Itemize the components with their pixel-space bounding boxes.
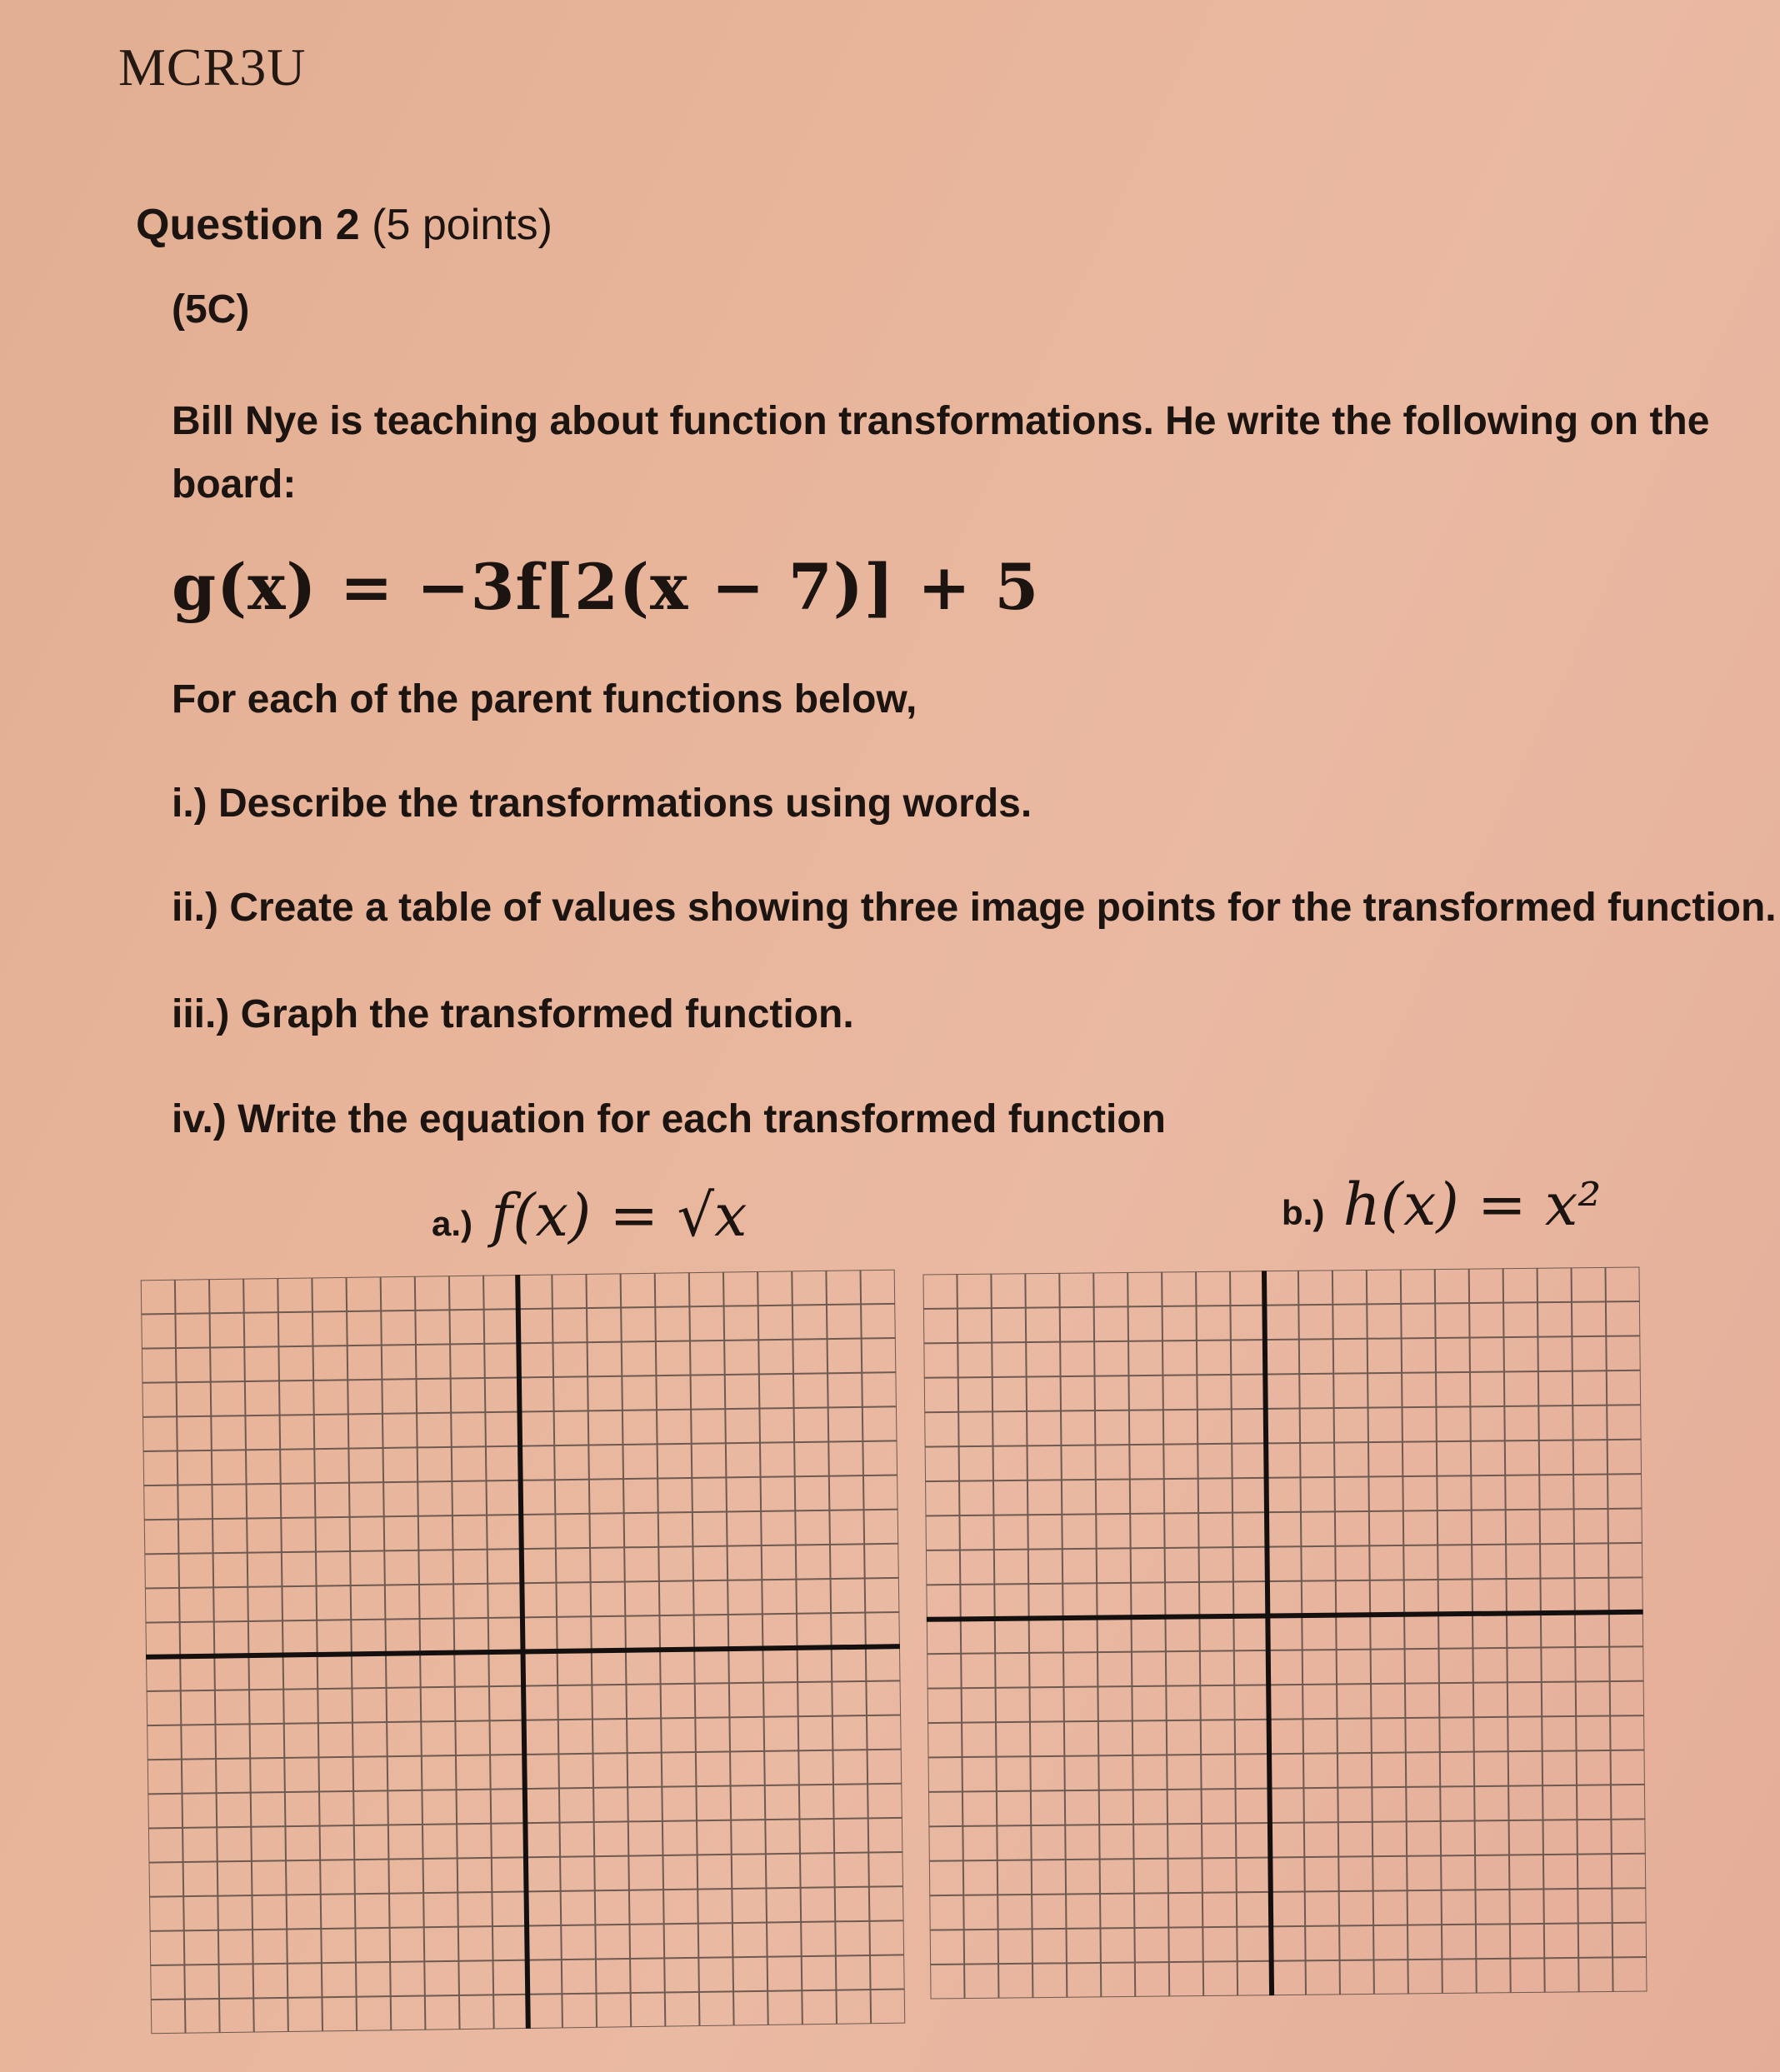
part-b-function: h(x) = x² <box>1342 1171 1602 1239</box>
graph-grid-b[interactable] <box>922 1267 1647 2000</box>
grid-line-vertical <box>1367 1270 1374 1995</box>
grid-line-horizontal <box>926 1509 1642 1516</box>
grid-line-vertical <box>1605 1267 1612 1992</box>
grid-line-horizontal <box>925 1474 1642 1481</box>
question-heading <box>136 200 552 250</box>
grid-line-vertical <box>1538 1268 1545 1993</box>
grid-line-horizontal <box>928 1750 1645 1757</box>
prompt-text: For each of the parent functions below, <box>172 677 918 721</box>
grid-line-horizontal <box>925 1440 1642 1447</box>
grid-line-horizontal <box>926 1543 1642 1550</box>
grid-line-horizontal <box>929 1888 1646 1895</box>
task-iv: iv.) Write the equation for each transformed function <box>172 1097 1166 1141</box>
grid-line-horizontal <box>928 1785 1645 1792</box>
grid-line-vertical <box>1196 1271 1203 1996</box>
grid-line-vertical <box>1162 1272 1169 1997</box>
grid-line-vertical <box>991 1274 998 1999</box>
grid-line-horizontal <box>923 1301 1640 1309</box>
task-i: i.) Describe the transformations using words. <box>172 781 1032 826</box>
part-a-function: f(x) = √x <box>491 1181 748 1250</box>
question-intro: Bill Nye is teaching about function transformations. He write the following on the board: <box>172 399 1710 507</box>
grid-line-horizontal <box>929 1854 1646 1861</box>
grid-line-horizontal <box>931 1991 1648 1999</box>
grid-line-vertical <box>1093 1272 1101 1997</box>
grid-line-horizontal <box>924 1371 1641 1378</box>
grid-line-vertical <box>1298 1271 1306 1995</box>
grid-line-vertical <box>1572 1267 1579 1992</box>
grid-line-vertical <box>1639 1267 1647 1992</box>
grid-line-vertical <box>957 1274 964 1999</box>
grid-line-vertical <box>1059 1273 1067 1998</box>
grid-line-horizontal <box>928 1681 1644 1689</box>
grid-line-vertical <box>1128 1272 1135 1997</box>
task-ii: ii.) Create a table of values showing three image points for the transformed function. <box>172 886 1777 930</box>
grid-line-vertical <box>1230 1271 1238 1996</box>
grid-line-horizontal <box>923 1336 1640 1343</box>
grid-line-vertical <box>1332 1270 1340 1995</box>
transformation-equation: g(x) = −3f[2(x − 7)] + 5 <box>172 550 1040 624</box>
curriculum-code: (5C) <box>172 287 250 332</box>
grid-line-vertical <box>1401 1270 1408 1995</box>
grid-line-horizontal <box>930 1957 1647 1965</box>
y-axis <box>1264 1271 1272 1995</box>
x-axis <box>927 1612 1643 1620</box>
grid-line-horizontal <box>928 1715 1644 1723</box>
grid-line-horizontal <box>930 1923 1647 1930</box>
grid-line-horizontal <box>927 1646 1643 1654</box>
question-title: Question 2 <box>136 201 360 249</box>
grid-line-vertical <box>1025 1273 1032 1998</box>
grid-line-vertical <box>1503 1268 1511 1993</box>
grid-line-vertical <box>1469 1269 1477 1994</box>
part-a-label: a.) <box>432 1204 473 1243</box>
question-points: (5 points) <box>372 201 552 249</box>
grid-line-horizontal <box>922 1267 1639 1275</box>
part-a-heading <box>432 1181 748 1250</box>
grid-line-vertical <box>1435 1269 1442 1994</box>
task-iii: iii.) Graph the transformed function. <box>172 992 854 1036</box>
graph-grid-a[interactable] <box>141 1270 906 2035</box>
grid-line-vertical <box>922 1275 930 2000</box>
course-code: MCR3U <box>118 37 307 97</box>
grid-line-horizontal <box>928 1819 1645 1826</box>
part-b-label: b.) <box>1282 1193 1325 1232</box>
part-b-heading <box>1282 1171 1601 1239</box>
grid-line-horizontal <box>924 1405 1641 1412</box>
grid-line-horizontal <box>926 1577 1642 1585</box>
